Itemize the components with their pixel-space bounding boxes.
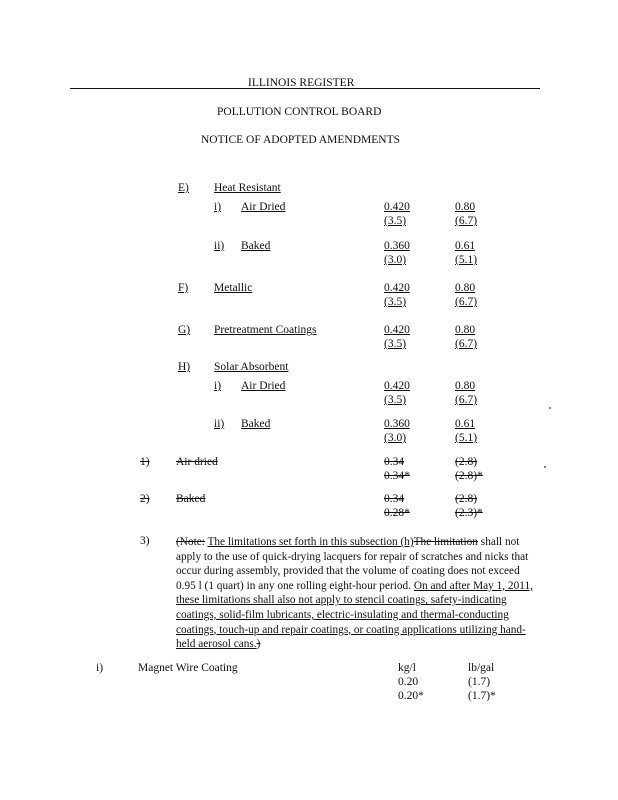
row-H-i-kg: 0.420 (384, 380, 410, 392)
row-H-ii-lb: 0.61 (455, 418, 476, 430)
header-rule (70, 88, 540, 89)
register-title: ILLINOIS REGISTER (248, 77, 355, 89)
row-1-kg: 0.34 (384, 456, 405, 468)
board-title: POLLUTION CONTROL BOARD (217, 106, 382, 118)
magnet-kg: 0.20 (398, 676, 419, 688)
magnet-lb-header: lb/gal (468, 662, 495, 674)
magnet-kg-alt: 0.20* (398, 690, 424, 702)
row-E-i-kg-alt: (3.5) (384, 215, 407, 227)
magnet-name: Magnet Wire Coating (138, 662, 238, 674)
row-G-name: Pretreatment Coatings (214, 324, 317, 336)
row-H-i-lb: 0.80 (455, 380, 476, 392)
row-H-ii-lb-alt: (5.1) (455, 432, 478, 444)
row-1-kg-alt: 0.34* (384, 470, 410, 482)
row-F-name: Metallic (214, 282, 253, 294)
magnet-kg-header: kg/l (398, 662, 416, 674)
row-G-lb: 0.80 (455, 324, 476, 336)
row-E-i-lb-alt: (6.7) (455, 215, 478, 227)
row-2-label: 2) (140, 493, 150, 505)
row-E-i-label: i) (214, 201, 222, 213)
row-2-kg: 0.34 (384, 493, 405, 505)
row-E-ii-name: Baked (241, 240, 271, 252)
row-E-label: E) (178, 182, 189, 194)
note-open: (Note: (176, 536, 205, 548)
note-plain: shall not apply to the use of quick-drying lacquers for repair of scratches and nicks that occur during assembly, provided that the volume of coating does not exceed 0.95 l (1 quart) in any one rolling eight-hour period. (176, 536, 529, 592)
row-H-ii-kg: 0.360 (384, 418, 410, 430)
scan-speck (544, 466, 546, 468)
magnet-lb-alt: (1.7)* (468, 690, 496, 702)
row-1-label: 1) (140, 456, 150, 468)
row-2-lb-alt: (2.3)* (455, 507, 483, 519)
row-F-lb: 0.80 (455, 282, 476, 294)
row-E-name: Heat Resistant (214, 182, 281, 194)
row-G-kg-alt: (3.5) (384, 338, 407, 350)
note-new-1: The limitations set forth in this subsection (h) (207, 536, 414, 548)
row-H-ii-name: Baked (241, 418, 271, 430)
row-H-name: Solar Absorbent (214, 361, 289, 373)
row-H-i-label: i) (214, 380, 222, 392)
row-F-lb-alt: (6.7) (455, 296, 478, 308)
row-H-ii-kg-alt: (3.0) (384, 432, 407, 444)
row-H-i-name: Air Dried (241, 380, 286, 392)
row-1-name: Air dried (176, 456, 218, 468)
row-2-lb: (2.8) (455, 493, 478, 505)
row-H-i-kg-alt: (3.5) (384, 394, 407, 406)
row-E-ii-lb: 0.61 (455, 240, 476, 252)
note-new-2: On and after May 1, 2011, these limitations shall also not apply to stencil coatings, safety-indicating coatings, solid-film lubricants, electric-insulating and thermal-conducting coatings, touch-up and repair coatings, or coating applications utilizing hand-held aerosol cans. (176, 579, 533, 651)
row-E-ii-kg-alt: (3.0) (384, 254, 407, 266)
row-E-i-kg: 0.420 (384, 201, 410, 213)
note-close: ) (256, 638, 261, 651)
row-H-ii-label: ii) (214, 418, 225, 430)
note-paragraph (176, 535, 536, 652)
row-E-ii-label: ii) (214, 240, 225, 252)
row-1-lb-alt: (2.8)* (455, 470, 483, 482)
row-E-ii-lb-alt: (5.1) (455, 254, 478, 266)
row-G-kg: 0.420 (384, 324, 410, 336)
row-G-label: G) (178, 324, 191, 336)
row-1-lb: (2.8) (455, 456, 478, 468)
row-F-kg: 0.420 (384, 282, 410, 294)
row-F-kg-alt: (3.5) (384, 296, 407, 308)
row-H-i-lb-alt: (6.7) (455, 394, 478, 406)
scan-speck (549, 407, 551, 409)
note-old-1: The limitation (413, 536, 478, 548)
row-E-i-name: Air Dried (241, 201, 286, 213)
row-2-kg-alt: 0.28* (384, 507, 410, 519)
row-E-i-lb: 0.80 (455, 201, 476, 213)
row-E-ii-kg: 0.360 (384, 240, 410, 252)
note-label: 3) (140, 535, 150, 547)
row-H-label: H) (178, 361, 191, 373)
notice-title: NOTICE OF ADOPTED AMENDMENTS (201, 134, 401, 146)
row-F-label: F) (178, 282, 189, 294)
magnet-lb: (1.7) (468, 676, 491, 688)
magnet-label: i) (96, 662, 104, 674)
row-G-lb-alt: (6.7) (455, 338, 478, 350)
row-2-name: Baked (176, 493, 206, 505)
